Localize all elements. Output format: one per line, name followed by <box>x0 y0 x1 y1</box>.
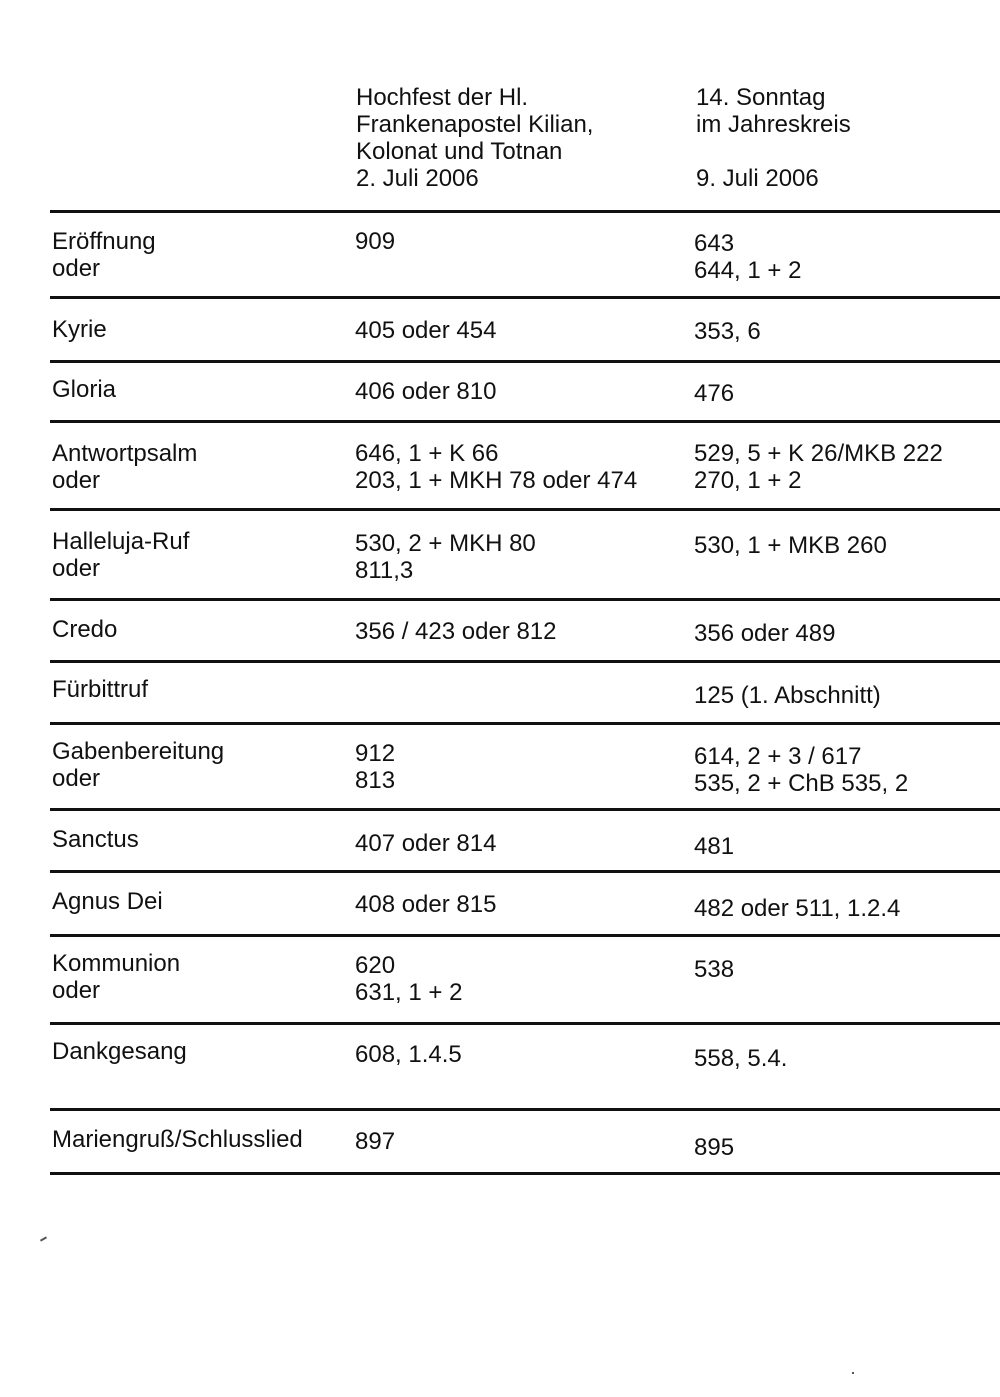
table-rule <box>50 870 1000 873</box>
row-label: Gloria <box>52 376 117 403</box>
feast-value: 405 oder 454 <box>355 317 497 344</box>
header-line: Kolonat und Totnan <box>356 138 563 165</box>
row-label: Mariengruß/Schlusslied <box>52 1126 303 1153</box>
header-line: Frankenapostel Kilian, <box>356 111 594 138</box>
sunday-value: 530, 1 + MKB 260 <box>694 532 887 559</box>
sunday-value: 482 oder 511, 1.2.4 <box>694 895 901 922</box>
sunday-value: 125 (1. Abschnitt) <box>694 682 881 709</box>
table-rule <box>50 722 1000 725</box>
header-line: im Jahreskreis <box>696 111 851 138</box>
table-rule <box>50 598 1000 601</box>
header-line: Hochfest der Hl. <box>356 84 529 111</box>
feast-value: 897 <box>355 1128 396 1155</box>
table-rule <box>50 1172 1000 1175</box>
row-label: Gabenbereitung oder <box>52 738 225 792</box>
feast-value: 356 / 423 oder 812 <box>355 618 557 645</box>
row-label: Agnus Dei <box>52 888 163 915</box>
sunday-value: 356 oder 489 <box>694 620 836 647</box>
sunday-value: 353, 6 <box>694 318 761 345</box>
table-rule <box>50 360 1000 363</box>
sunday-value: 895 <box>694 1134 735 1161</box>
row-label: Halleluja-Ruf oder <box>52 528 190 582</box>
feast-value: 530, 2 + MKH 80 811,3 <box>355 530 536 584</box>
sunday-value: 558, 5.4. <box>694 1045 788 1072</box>
table-rule <box>50 508 1000 511</box>
table-rule <box>50 296 1000 299</box>
sunday-value: 481 <box>694 833 735 860</box>
feast-value: 407 oder 814 <box>355 830 497 857</box>
sunday-value: 538 <box>694 956 735 983</box>
feast-value: 406 oder 810 <box>355 378 497 405</box>
feast-value: 909 <box>355 228 396 255</box>
row-label: Antwortpsalm oder <box>52 440 198 494</box>
table-rule <box>50 934 1000 937</box>
header-sunday-column <box>696 84 851 192</box>
table-rule <box>50 420 1000 423</box>
header-line: 14. Sonntag <box>696 84 826 111</box>
feast-value: 608, 1.4.5 <box>355 1041 462 1068</box>
feast-value: 620 631, 1 + 2 <box>355 952 463 1006</box>
header-date: 2. Juli 2006 <box>356 165 479 192</box>
feast-value: 646, 1 + K 66 203, 1 + MKH 78 oder 474 <box>355 440 638 494</box>
row-label: Kommunion oder <box>52 950 181 1004</box>
scan-speck <box>852 1372 854 1374</box>
sunday-value: 614, 2 + 3 / 617 535, 2 + ChB 535, 2 <box>694 743 909 797</box>
row-label: Sanctus <box>52 826 139 853</box>
table-rule <box>50 1022 1000 1025</box>
table-rule <box>50 660 1000 663</box>
table-rule <box>50 210 1000 213</box>
sunday-value: 643 644, 1 + 2 <box>694 230 802 284</box>
header-feast-column <box>356 84 593 192</box>
row-label: Kyrie <box>52 316 107 343</box>
feast-value: 912 813 <box>355 740 396 794</box>
row-label: Credo <box>52 616 118 643</box>
table-rule <box>50 808 1000 811</box>
row-label: Fürbittruf <box>52 676 149 703</box>
scan-speck <box>40 1236 47 1241</box>
header-date: 9. Juli 2006 <box>696 165 819 192</box>
sunday-value: 529, 5 + K 26/MKB 222 270, 1 + 2 <box>694 440 943 494</box>
feast-value: 408 oder 815 <box>355 891 497 918</box>
table-rule <box>50 1108 1000 1111</box>
row-label: Dankgesang <box>52 1038 187 1065</box>
row-label: Eröffnung oder <box>52 228 156 282</box>
sunday-value: 476 <box>694 380 735 407</box>
